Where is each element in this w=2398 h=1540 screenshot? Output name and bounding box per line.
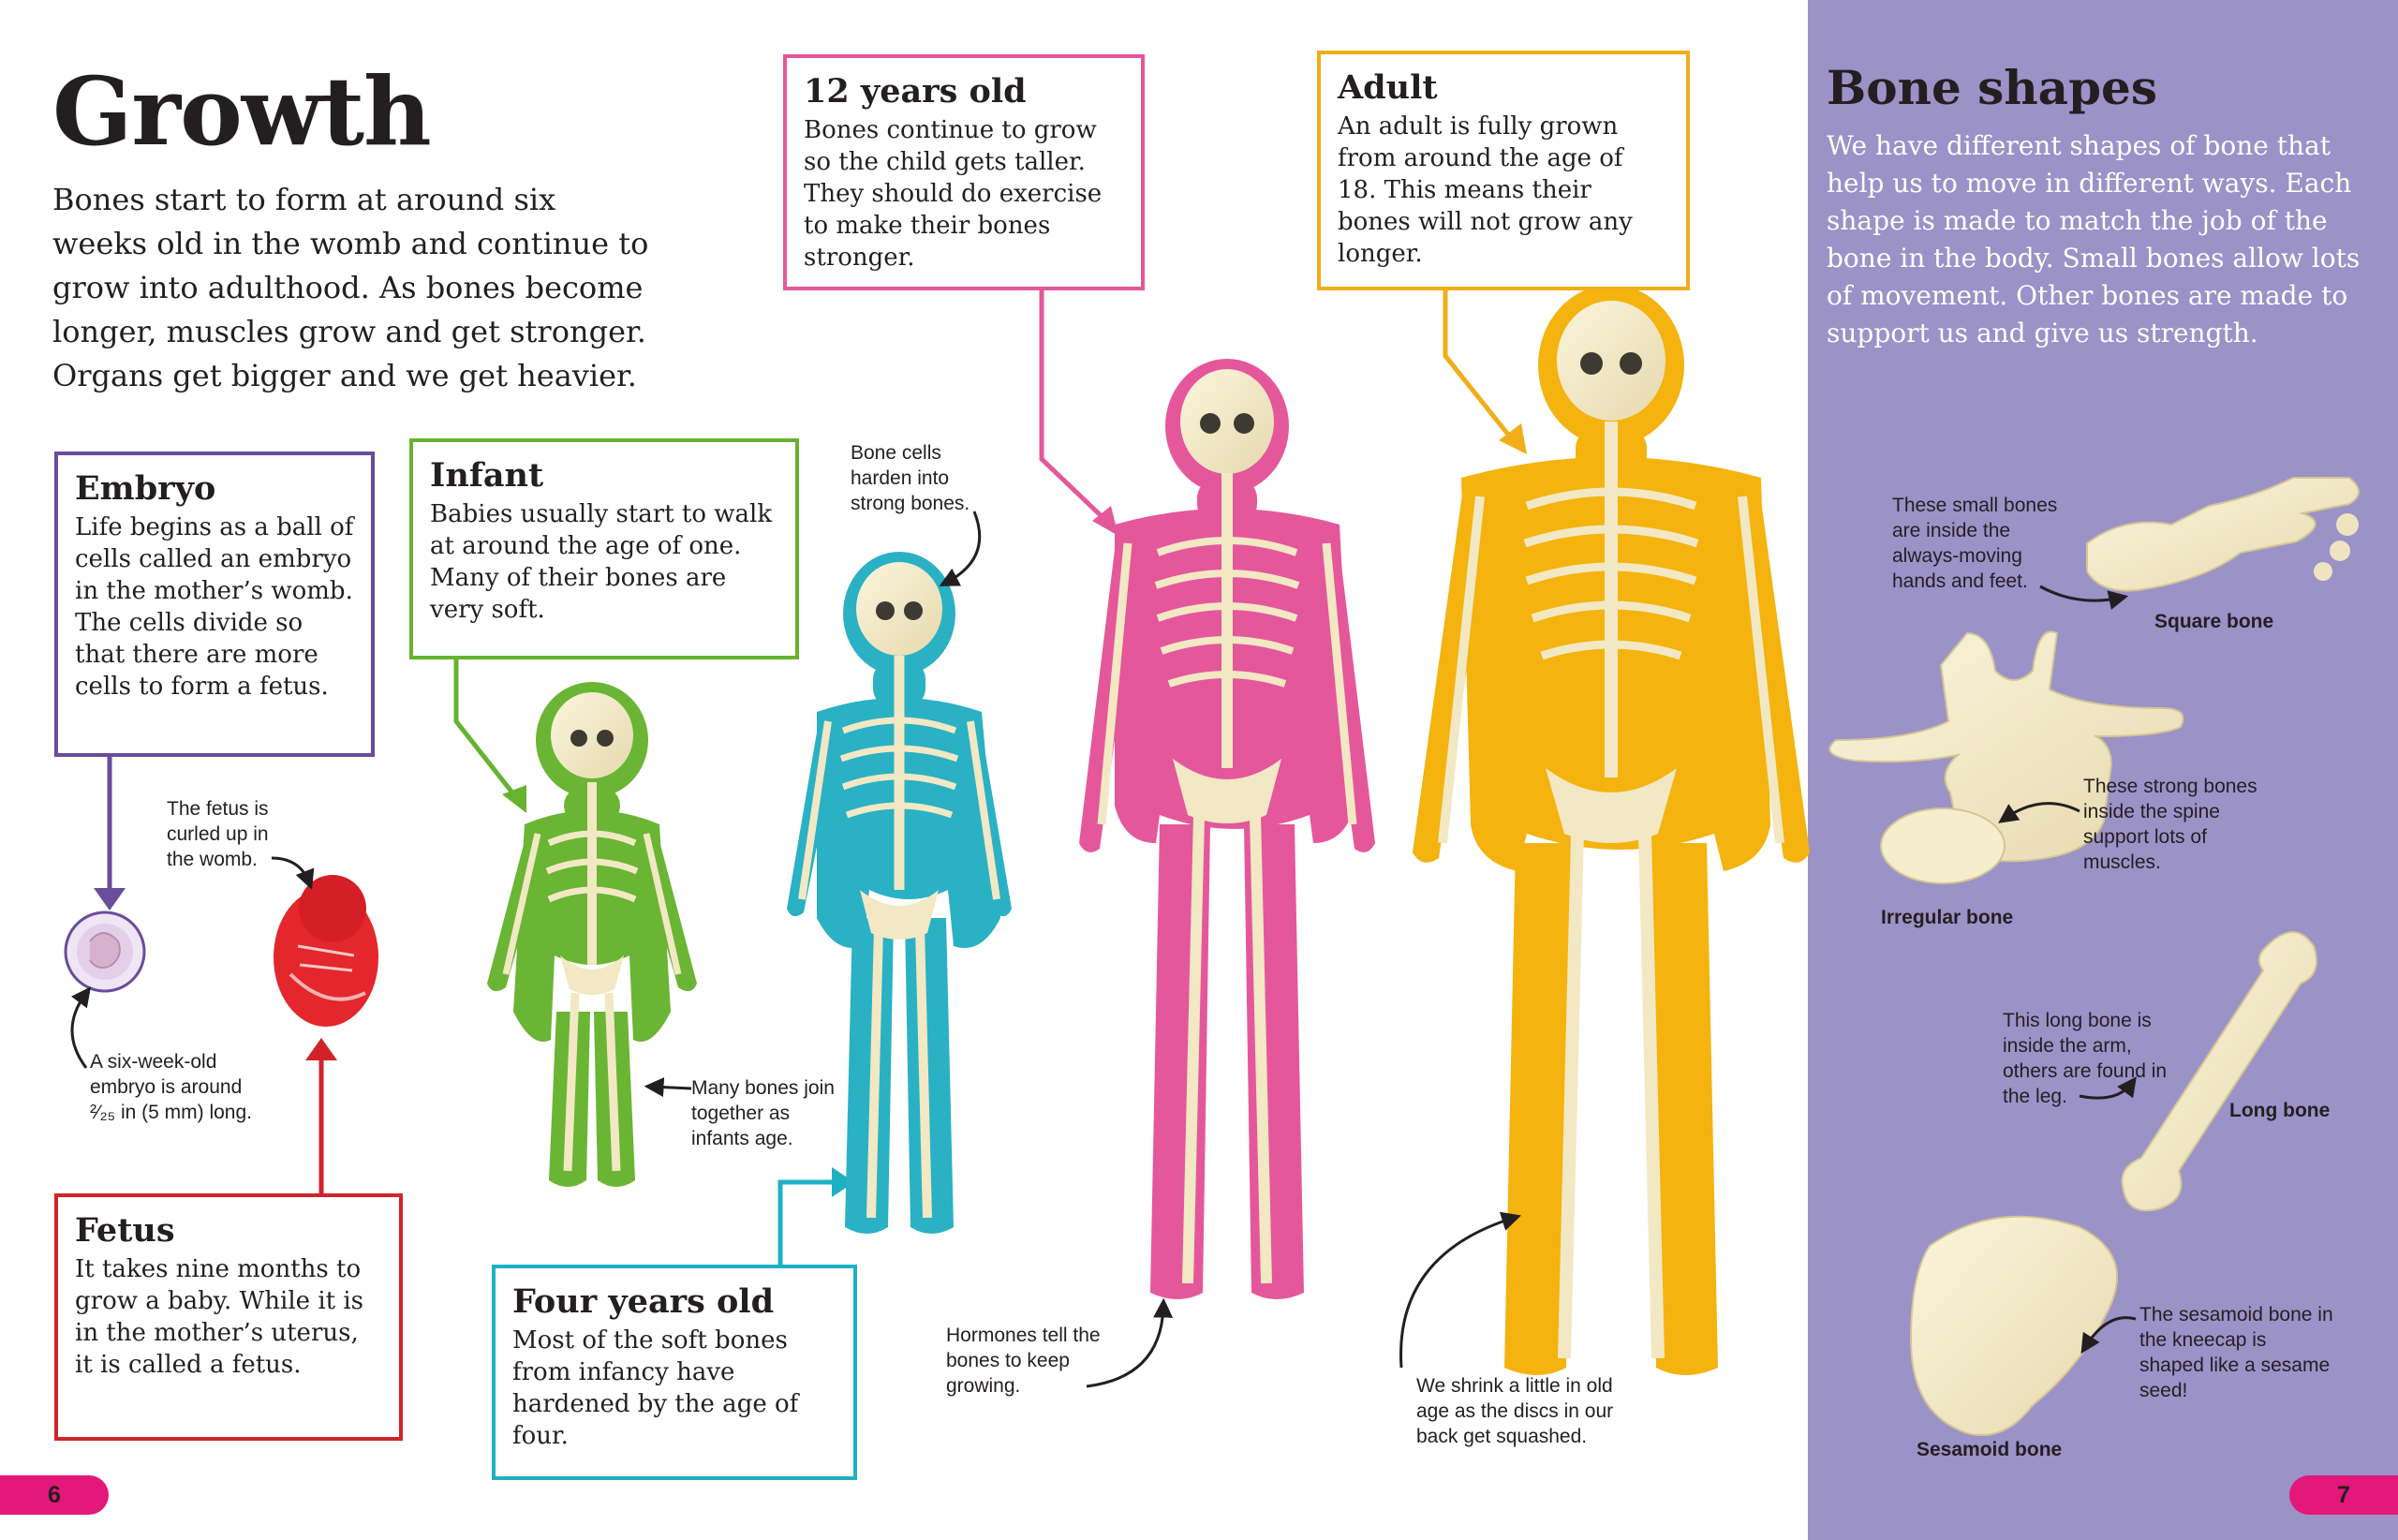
twelve-years-figure [1079,359,1375,1299]
embryo-size-note: A six-week-old embryo is around ²⁄₂₅ in (5 mm) long. [90,1051,252,1123]
fetus-box [54,1193,403,1441]
irregular-bone-note: These strong bones inside the spine support lots of muscles. [2083,776,2257,873]
four-years-box [492,1265,857,1480]
adult-text: An adult is fully grown from around the age of 18. This means their bones will not grow any longer. [1338,112,1633,268]
long-bone-note: This long bone is inside the arm, others are found in the leg. [2003,1010,2168,1107]
infant-connector [456,659,526,813]
embryo-image [66,912,144,991]
square-bone-image [2087,478,2359,591]
adult-connector [1445,290,1527,454]
adult-heading: Adult [1338,68,1438,107]
infant-text: Babies usually start to walk at around the age of one. Many of their bones are very soft. [430,500,773,624]
sesamoid-bone-image [1911,1217,2117,1435]
sesamoid-bone-note: The sesamoid bone in the kneecap is shaped like a sesame seed! [2139,1304,2333,1401]
shrink-note: We shrink a little in old age as the discs in our back get squashed. [1416,1375,1614,1447]
square-bone-note: These small bones are inside the always-moving hands and feet. [1892,495,2058,592]
embryo-box [54,452,375,757]
bone-shapes-title: Bone shapes [1827,60,2158,115]
adult-box [1317,51,1690,290]
hormones-note: Hormones tell the bones to keep growing. [946,1325,1101,1397]
page-number-left: 6 [0,1475,109,1515]
embryo-connector [94,757,126,911]
page-number-right: 7 [2289,1475,2398,1515]
bones-join-arrow [652,1087,691,1088]
page-title: Growth [52,56,431,167]
four-years-text: Most of the soft bones from infancy have hardened by the age of four. [512,1326,799,1450]
fetus-heading: Fetus [75,1211,175,1250]
adult-figure [1413,285,1810,1375]
bone-cells-arrow [946,511,980,583]
infant-box [409,438,799,659]
bone-shapes-intro: We have different shapes of bone that help us to move in different ways. Each shape is made to match the job of the bone in the body. Small bones allow lots of movement. Other bones are made to support us and give us strength. [1827,130,2361,348]
twelve-years-heading: 12 years old [804,72,1027,111]
infant-figure [487,682,697,1187]
twelve-years-box [783,54,1145,290]
twelve-years-connector [1042,290,1118,536]
infant-heading: Infant [430,456,544,495]
embryo-note-arrow [72,993,86,1068]
intro-text: Bones start to form at around six weeks old in the womb and continue to grow into adulthood. As bones become longer, muscles grow and get stronger. Organs get bigger and we get heavier. [52,182,649,393]
fetus-image [274,875,378,1027]
fetus-connector [305,1038,337,1193]
four-years-connector [780,1167,854,1265]
twelve-years-text: Bones continue to grow so the child gets taller. They should do exercise to make their bones stronger. [804,116,1103,272]
embryo-text: Life begins as a ball of cells called an embryo in the mother’s womb. The cells divide so that there are more cells to form a fetus. [75,513,354,701]
irregular-bone-label: Irregular bone [1881,907,2014,928]
four-years-heading: Four years old [512,1282,775,1321]
embryo-heading: Embryo [75,469,216,508]
square-bone-label: Square bone [2154,611,2274,632]
fetus-curled-note: The fetus is curled up in the womb. [167,798,269,870]
long-bone-label: Long bone [2229,1100,2331,1121]
fetus-text: It takes nine months to grow a baby. While it is in the mother’s uterus, it is called a fetus. [75,1255,364,1379]
bone-cells-note: Bone cells harden into strong bones. [851,442,970,514]
bones-join-note: Many bones join together as infants age. [691,1077,835,1149]
shrink-arrow [1401,1218,1514,1368]
sesamoid-bone-label: Sesamoid bone [1917,1439,2063,1460]
